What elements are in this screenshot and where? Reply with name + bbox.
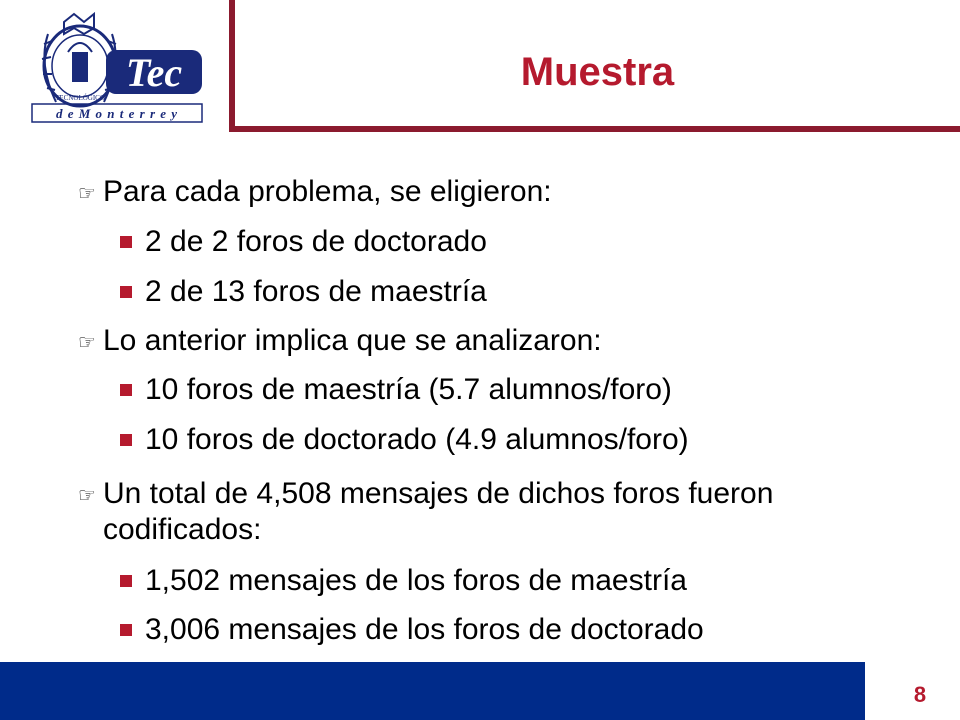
bullet-item: Lo anterior implica que se analizaron: (103, 324, 602, 357)
seal-text: TECNOLÓGICO (55, 94, 105, 102)
page-number: 8 (913, 682, 927, 707)
logo-subtitle: d e M o n t e r r e y (55, 106, 179, 121)
sub-bullet-item: 10 foros de doctorado (4.9 alumnos/foro) (145, 423, 689, 456)
square-bullet-icon (120, 624, 132, 636)
square-bullet-icon (120, 236, 132, 248)
sub-bullet-item: 1,502 mensajes de los foros de maestría (145, 564, 687, 597)
sub-bullet-item: 2 de 2 foros de doctorado (145, 225, 487, 258)
pointing-hand-bullet-icon: ☞ (78, 183, 96, 205)
slide-title: Muestra (520, 50, 675, 94)
bullet-item: Para cada problema, se eligieron: (103, 175, 552, 208)
logo-wordmark: Tec (125, 50, 183, 95)
sub-bullet-item: 3,006 mensajes de los foros de doctorado (145, 613, 704, 646)
square-bullet-icon (120, 384, 132, 396)
sub-bullet-item: 2 de 13 foros de maestría (145, 275, 487, 308)
square-bullet-icon (120, 434, 132, 446)
bullet-item: Un total de 4,508 mensajes de dichos foros fueron codificados: (103, 477, 774, 546)
footer-bar (0, 662, 865, 720)
square-bullet-icon (120, 286, 132, 298)
sub-bullet-item: 10 foros de maestría (5.7 alumnos/foro) (145, 373, 672, 406)
pointing-hand-bullet-icon: ☞ (78, 485, 96, 507)
square-bullet-icon (120, 575, 132, 587)
pointing-hand-bullet-icon: ☞ (78, 332, 96, 354)
